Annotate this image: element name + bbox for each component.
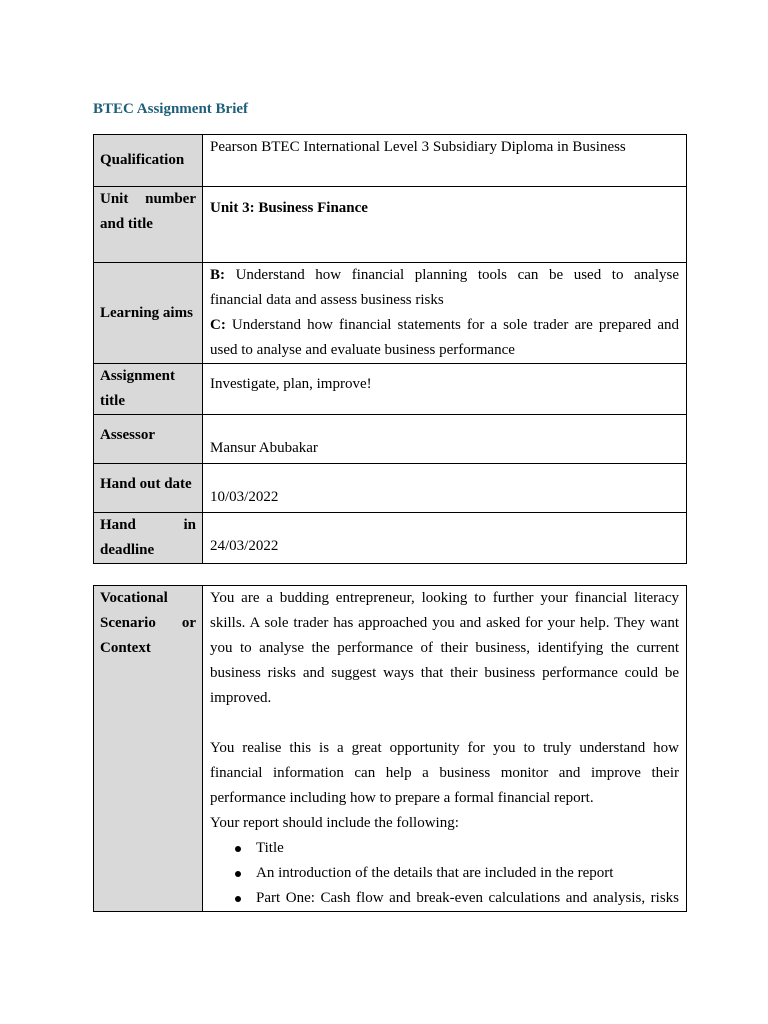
list-item: Title xyxy=(256,836,679,861)
hand-out-date-label: Hand out date xyxy=(94,464,203,513)
list-item: An introduction of the details that are included in the report xyxy=(256,861,679,886)
scenario-row xyxy=(94,586,687,912)
assessor-value: Mansur Abubakar xyxy=(203,415,687,464)
scenario-paragraph-2: You realise this is a great opportunity for you to truly understand how financial information can help a business monitor and improve their performance including how to prepare a formal financial report. xyxy=(210,740,679,806)
list-item: Part One: Cash flow and break-even calculations and analysis, risks xyxy=(256,886,679,911)
qualification-label: Qualification xyxy=(94,135,203,187)
scenario-content xyxy=(203,586,687,912)
assignment-title-value: Investigate, plan, improve! xyxy=(203,364,687,415)
report-contents-list xyxy=(210,836,679,911)
learning-aims-row xyxy=(94,263,687,364)
assessor-row xyxy=(94,415,687,464)
assessor-label: Assessor xyxy=(94,415,203,464)
hand-in-deadline-row xyxy=(94,513,687,564)
qualification-value: Pearson BTEC International Level 3 Subsidiary Diploma in Business xyxy=(203,135,687,187)
learning-aims-label: Learning aims xyxy=(94,263,203,364)
aim-c-line1: C: Understand how financial statements for a sole trader are prepared and xyxy=(210,317,679,333)
report-list-intro: Your report should include the following: xyxy=(210,815,459,831)
hand-out-date-row xyxy=(94,464,687,513)
hand-out-date-value: 10/03/2022 xyxy=(203,464,687,513)
assignment-title-row xyxy=(94,364,687,415)
assignment-brief-table xyxy=(93,134,687,564)
scenario-table xyxy=(93,585,687,912)
aim-c-line2: used to analyse and evaluate business performance xyxy=(210,342,515,358)
qualification-row xyxy=(94,135,687,187)
aim-b-line1: B: Understand how financial planning tools can be used to analyse xyxy=(210,267,679,283)
unit-row xyxy=(94,187,687,263)
aim-b-line2: financial data and assess business risks xyxy=(210,292,444,308)
scenario-label: Vocational Scenario or Context xyxy=(94,586,203,912)
hand-in-deadline-label: Hand in deadline xyxy=(94,513,203,564)
document-title: BTEC Assignment Brief xyxy=(93,101,249,117)
unit-value: Unit 3: Business Finance xyxy=(203,187,687,263)
unit-label: Unit number and title xyxy=(94,187,203,263)
scenario-paragraph-1: You are a budding entrepreneur, looking to further your financial literacy skills. A sole trader has approached you and asked for your help. They want you to analyse the performance of their business, identifying the current business risks and suggest ways that their business performance could be improved. xyxy=(210,590,679,706)
learning-aims-value xyxy=(203,263,687,364)
hand-in-deadline-value: 24/03/2022 xyxy=(203,513,687,564)
assignment-title-label: Assignment title xyxy=(94,364,203,415)
